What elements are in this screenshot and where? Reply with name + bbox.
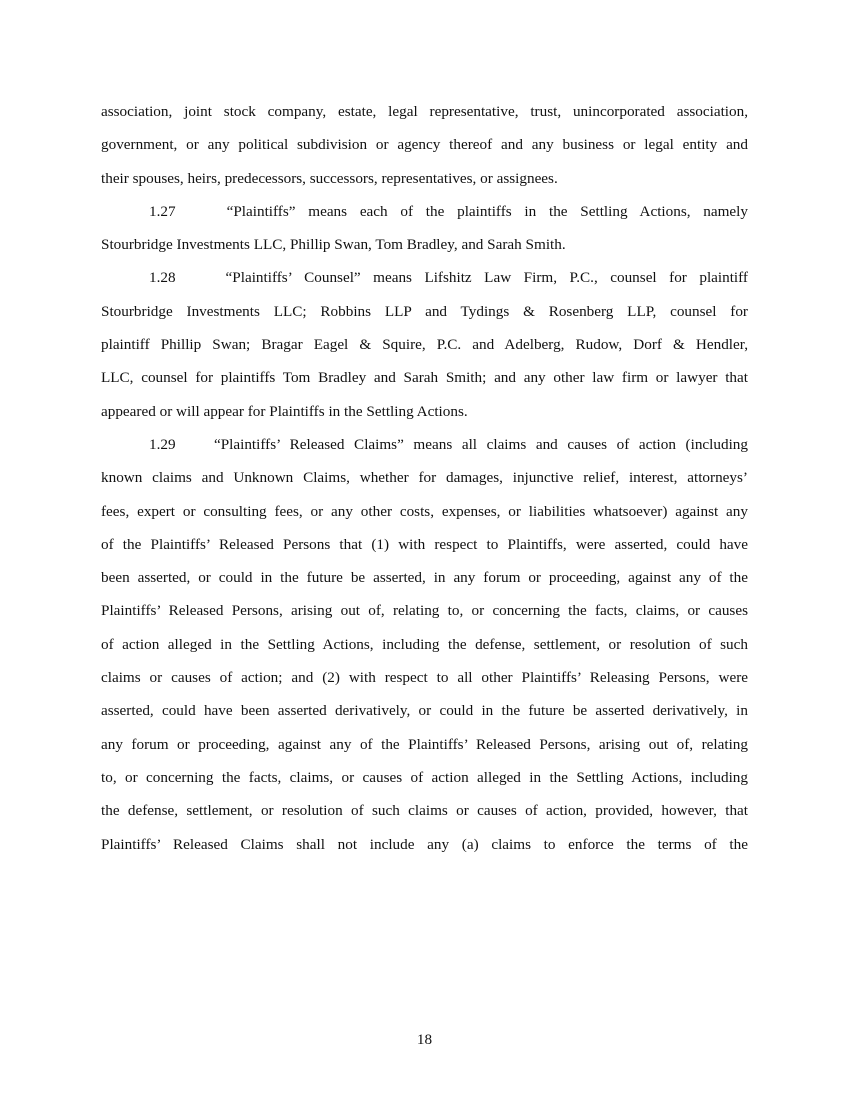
text-line: 1.28 “Plaintiffs’ Counsel” means Lifshitz Law Firm, P.C., counsel for plaintiff xyxy=(149,269,748,287)
text-line: fees, expert or consulting fees, or any other costs, expenses, or liabilities whatsoever) against any xyxy=(101,502,748,520)
text-line: Plaintiffs’ Released Persons, arising out of, relating to, or concerning the facts, claims, or causes xyxy=(101,602,748,620)
text-line: plaintiff Phillip Swan; Bragar Eagel & Squire, P.C. and Adelberg, Rudow, Dorf & Hendler, xyxy=(101,336,748,354)
text-line: LLC, counsel for plaintiffs Tom Bradley and Sarah Smith; and any other law firm or lawyer that xyxy=(101,369,748,387)
text-line: of the Plaintiffs’ Released Persons that (1) with respect to Plaintiffs, were asserted, could have xyxy=(101,535,748,553)
text-line: 1.27 “Plaintiffs” means each of the plaintiffs in the Settling Actions, namely xyxy=(149,202,748,220)
text-line: Stourbridge Investments LLC, Phillip Swan, Tom Bradley, and Sarah Smith. xyxy=(101,236,566,254)
text-line: Plaintiffs’ Released Claims shall not include any (a) claims to enforce the terms of the xyxy=(101,835,748,853)
text-line: the defense, settlement, or resolution of such claims or causes of action, provided, however, that xyxy=(101,802,748,820)
text-line: Stourbridge Investments LLC; Robbins LLP and Tydings & Rosenberg LLP, counsel for xyxy=(101,302,748,320)
text-line: been asserted, or could in the future be asserted, in any forum or proceeding, against any of the xyxy=(101,569,748,587)
text-line: asserted, could have been asserted derivatively, or could in the future be asserted derivatively, in xyxy=(101,702,748,720)
text-line: government, or any political subdivision or agency thereof and any business or legal entity and xyxy=(101,136,748,154)
text-line: appeared or will appear for Plaintiffs in the Settling Actions. xyxy=(101,402,468,420)
text-line: any forum or proceeding, against any of the Plaintiffs’ Released Persons, arising out of, relating xyxy=(101,735,748,753)
text-line: 1.29 “Plaintiffs’ Released Claims” means all claims and causes of action (including xyxy=(149,435,748,453)
page-number: 18 xyxy=(416,1031,433,1048)
text-line: association, joint stock company, estate, legal representative, trust, unincorporated association, xyxy=(101,103,748,120)
text-line: claims or causes of action; and (2) with respect to all other Plaintiffs’ Releasing Persons, were xyxy=(101,669,748,687)
text-line: of action alleged in the Settling Actions, including the defense, settlement, or resolution of such xyxy=(101,635,748,653)
text-line: their spouses, heirs, predecessors, successors, representatives, or assignees. xyxy=(101,169,558,187)
text-line: to, or concerning the facts, claims, or causes of action alleged in the Settling Actions, including xyxy=(101,768,748,786)
body-text xyxy=(101,95,748,861)
text-line: known claims and Unknown Claims, whether for damages, injunctive relief, interest, attorneys’ xyxy=(101,469,748,487)
